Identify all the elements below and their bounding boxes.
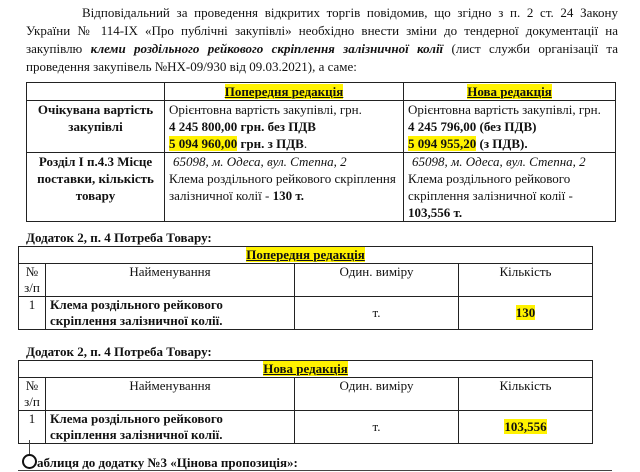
section-previous-label: Додаток 2, п. 4 Потреба Товару: xyxy=(26,230,212,245)
table-row: 1 Клема роздільного рейкового скріплення залізничної колії. т. 130 xyxy=(19,297,593,330)
intro-subject: клеми роздільного рейкового скріплення залізничної колії xyxy=(90,41,444,56)
needs-previous-title: Попередня редакція xyxy=(19,247,593,264)
comparison-header-row xyxy=(27,83,616,101)
intro-tail: (лист служби організації та проведення закупівель №НХ-09/930 від 09.03.2021), а саме: xyxy=(26,41,618,74)
col-unit: Один. виміру xyxy=(295,264,459,297)
comparison-table xyxy=(26,82,616,222)
comparison-row-cost xyxy=(27,101,616,153)
needs-new-title: Нова редакція xyxy=(19,361,593,378)
section-new-label: Додаток 2, п. 4 Потреба Товару: xyxy=(26,344,212,359)
table-row: 1 Клема роздільного рейкового скріплення залізничної колії. т. 103,556 xyxy=(19,411,593,444)
comparison-row-delivery xyxy=(27,153,616,222)
delivery-new: 65098, м. Одеса, вул. Степна, 2 Клема роздільного рейкового скріплення залізничної колії - 103,556 т. xyxy=(404,153,616,222)
table-top-border xyxy=(18,470,612,471)
needs-table-new xyxy=(18,360,593,444)
cost-new: Орієнтовна вартість закупівлі, грн. 4 245 796,00 (без ПДВ) 5 094 955,20 (з ПДВ). xyxy=(404,101,616,153)
needs-previous-header xyxy=(19,264,593,297)
header-previous: Попередня редакція xyxy=(165,83,404,101)
cursor-line xyxy=(29,440,30,454)
intro-paragraph xyxy=(26,4,618,76)
col-qty: Кількість xyxy=(459,264,593,297)
needs-table-previous xyxy=(18,246,593,330)
intro-text: Відповідальний за проведення відкритих торгів повідомив, що згідно з п. 2 ст. 24 Закону України № 114-IX «Про публічні закупівлі» необхідно внести зміни до тендерної документації на закупівлю xyxy=(26,5,618,56)
delivery-previous: 65098, м. Одеса, вул. Степна, 2 Клема роздільного рейкового скріплення залізничної колії - 130 т. xyxy=(165,153,404,222)
caption-price-table: аблиця до додатку №3 «Цінова пропозиція»: xyxy=(22,454,298,471)
row-label-cost: Очікувана вартість закупівлі xyxy=(27,101,165,153)
header-new: Нова редакція xyxy=(404,83,616,101)
circle-mark-icon xyxy=(22,454,37,469)
col-name: Найменування xyxy=(46,264,295,297)
col-num: № з/п xyxy=(19,264,46,297)
needs-new-header: № з/п Найменування Один. виміру Кількість xyxy=(19,378,593,411)
header-blank xyxy=(27,83,165,101)
cost-previous: Орієнтовна вартість закупівлі, грн. 4 245 800,00 грн. без ПДВ 5 094 960,00 грн. з ПДВ. xyxy=(165,101,404,153)
row-label-delivery: Розділ I п.4.3 Місце поставки, кількість товару xyxy=(27,153,165,222)
